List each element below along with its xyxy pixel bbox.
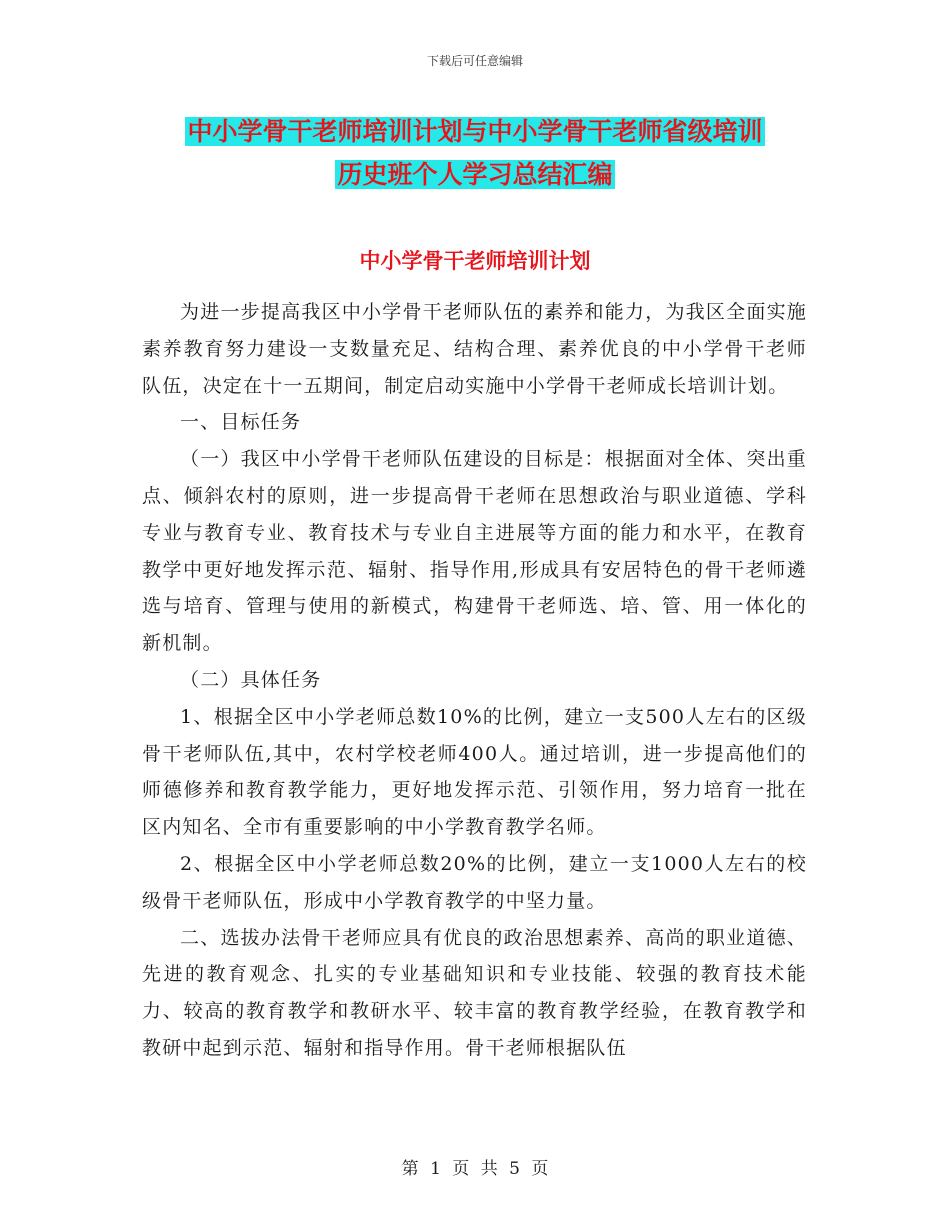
document-body [142,294,807,1067]
document-title-line-1-text: 中小学骨干老师培训计划与中小学骨干老师省级培训 [187,117,763,146]
paragraph-heading-tasks: （二）具体任务 [180,668,322,691]
document-title-line-2 [0,156,950,194]
paragraph-task-1: 1、根据全区中小学老师总数10%的比例，建立一支500人左右的区级骨干老师队伍,其中，农村学校老师400人。通过培训，进一步提高他们的师德修养和教育教学能力，更好地发挥示范、引领作用，努力培育一批在区内知名、全市有重要影响的中小学教育教学名师。 [142,705,807,839]
document-title-line-1 [0,113,950,151]
section-title: 中小学骨干老师培训计划 [359,248,591,273]
paragraph-task-2: 2、根据全区中小学老师总数20%的比例，建立一支1000人左右的校级骨干老师队伍，形成中小学教育教学的中坚力量。 [142,852,807,912]
paragraph-selection: 二、选拔办法骨干老师应具有优良的政治思想素养、高尚的职业道德、先进的教育观念、扎实的专业基础知识和专业技能、较强的教育技术能力、较高的教育教学和教研水平、较丰富的教育教学经验，在教育教学和教研中起到示范、辐射和指导作用。骨干老师根据队伍 [142,926,807,1059]
page-number: 第 1 页 共 5 页 [401,1159,549,1179]
document-title-line-2-text: 历史班个人学习总结汇编 [337,160,613,189]
paragraph-goal-1: （一）我区中小学骨干老师队伍建设的目标是：根据面对全体、突出重点、倾斜农村的原则，进一步提高骨干老师在思想政治与职业道德、学科专业与教育专业、教育技术与专业自主进展等方面的能力和水平，在教育教学中更好地发挥示范、辐射、指导作用,形成具有安居特色的骨干老师遴选与培育、管理与使用的新模式，构建骨干老师选、培、管、用一体化的新机制。 [142,448,807,655]
page-header-note: 下载后可任意编辑 [426,54,523,68]
paragraph-heading-goals: 一、目标任务 [180,411,302,434]
paragraph-intro: 为进一步提高我区中小学骨干老师队伍的素养和能力，为我区全面实施素养教育努力建设一支数量充足、结构合理、素养优良的中小学骨干老师队伍，决定在十一五期间，制定启动实施中小学骨干老师成长培训计划。 [142,301,807,397]
